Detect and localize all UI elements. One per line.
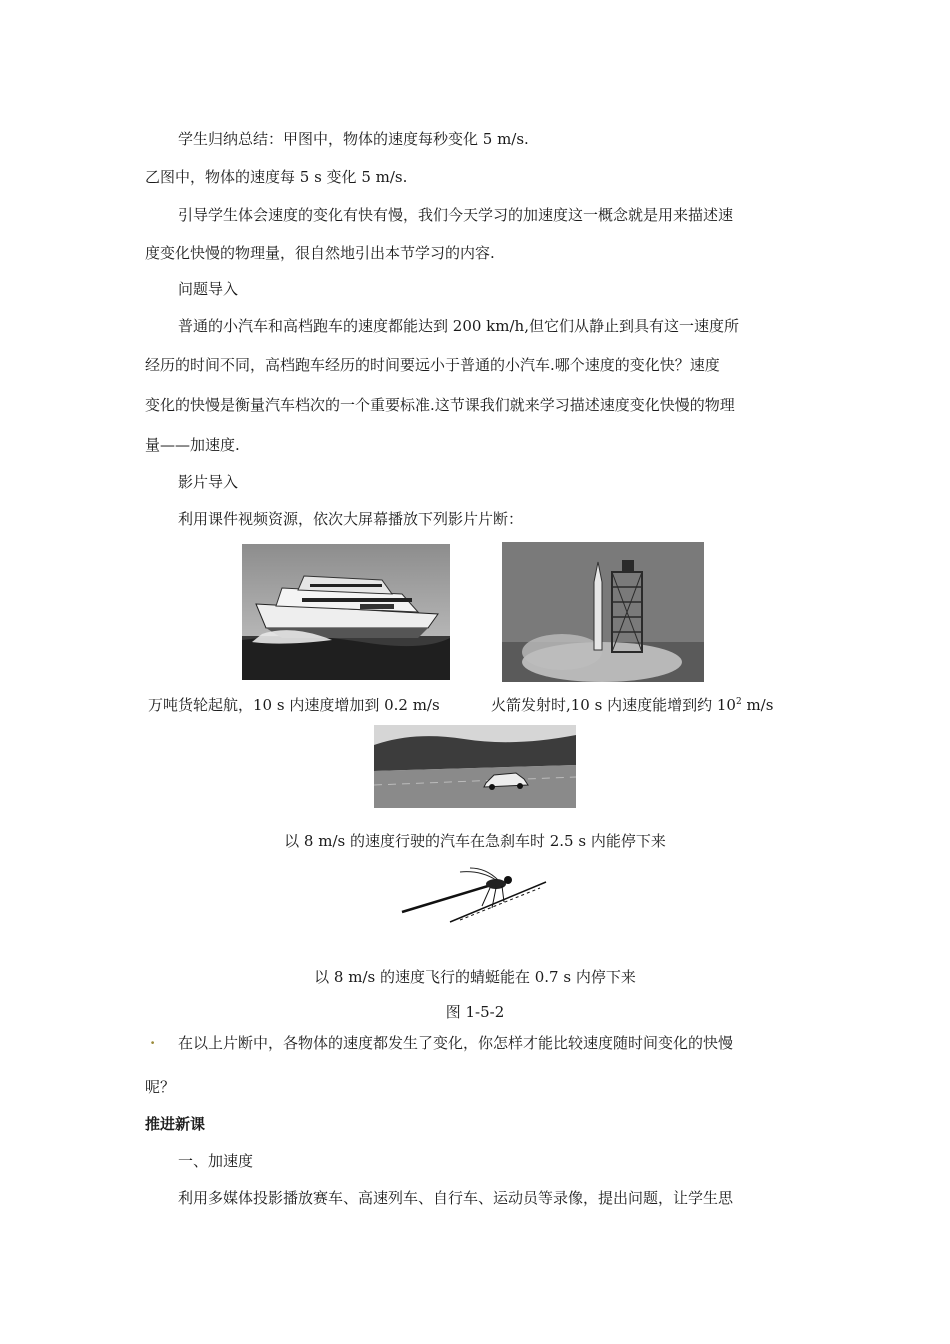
dragonfly-drawing: [400, 860, 550, 932]
car-photo: [374, 725, 576, 808]
paragraph-summary: 学生归纳总结：甲图中，物体的速度每秒变化 5 m/s.: [178, 130, 529, 148]
rocket-caption-exponent: 2: [735, 697, 742, 707]
figure-label: 图 1-5-2: [445, 1003, 505, 1021]
question-line2: 呢？: [145, 1078, 176, 1096]
section-subheading: 一、加速度: [178, 1152, 254, 1170]
rocket-photo: [502, 542, 704, 682]
paragraph-guide-line2: 度变化快慢的物理量，很自然地引出本节学习的内容.: [145, 244, 495, 262]
ship-caption: 万吨货轮起航，10 s 内速度增加到 0.2 m/s: [148, 696, 440, 714]
dragonfly-caption: 以 8 m/s 的速度飞行的蜻蜓能在 0.7 s 内停下来: [314, 968, 636, 986]
paragraph-cars-line3: 变化的快慢是衡量汽车档次的一个重要标准.这节课我们就来学习描述速度变化快慢的物理: [145, 396, 735, 414]
section-heading: 推进新课: [145, 1115, 206, 1133]
paragraph-guide-line1: 引导学生体会速度的变化有快有慢，我们今天学习的加速度这一概念就是用来描述速: [178, 206, 734, 224]
paragraph-cars-line4: 量——加速度.: [145, 436, 240, 454]
paragraph-cars-line1: 普通的小汽车和高档跑车的速度都能达到 200 km/h,但它们从静止到具有这一速度所: [178, 317, 739, 335]
rocket-caption-text: 火箭发射时,10 s 内速度能增到约 10: [491, 696, 736, 714]
paragraph-multimedia: 利用多媒体投影播放赛车、高速列车、自行车、运动员等录像，提出问题，让学生思: [178, 1189, 734, 1207]
paragraph-cars-line2: 经历的时间不同，高档跑车经历的时间要远小于普通的小汽车.哪个速度的变化快？速度: [145, 356, 720, 374]
heading-film-intro: 影片导入: [178, 473, 239, 491]
paragraph-film-list: 利用课件视频资源，依次大屏幕播放下列影片片断：: [178, 510, 524, 528]
heading-question-intro: 问题导入: [178, 280, 239, 298]
ship-photo: [242, 544, 450, 680]
rocket-caption: [491, 694, 773, 715]
question-marker: .: [150, 1030, 156, 1048]
question-line1: 在以上片断中，各物体的速度都发生了变化，你怎样才能比较速度随时间变化的快慢: [178, 1034, 734, 1052]
car-caption: 以 8 m/s 的速度行驶的汽车在急刹车时 2.5 s 内能停下来: [284, 832, 666, 850]
paragraph-yi: 乙图中，物体的速度每 5 s 变化 5 m/s.: [145, 168, 408, 186]
rocket-caption-unit: m/s: [741, 696, 774, 714]
